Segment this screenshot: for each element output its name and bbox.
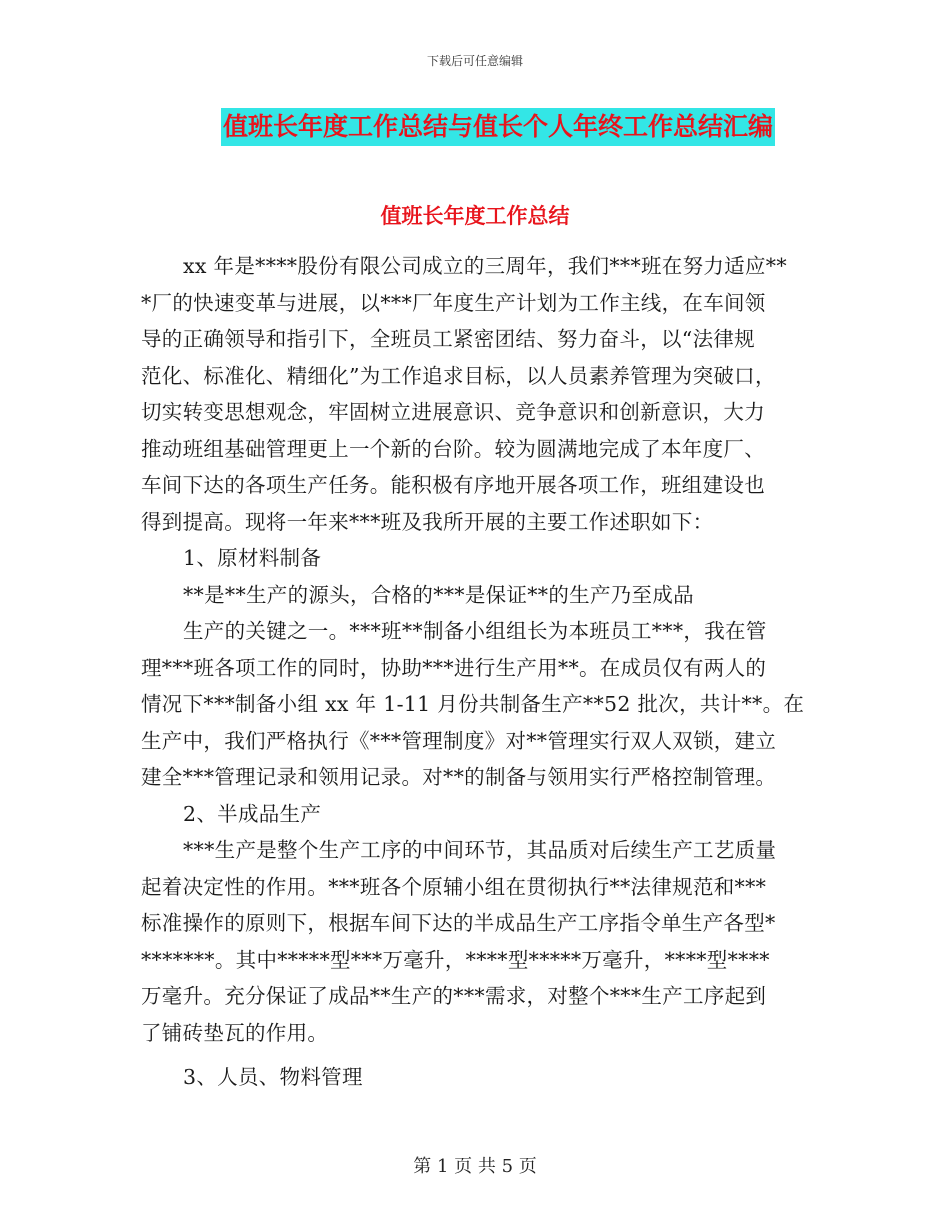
body-line: 建全***管理记录和领用记录。对**的制备与领用实行严格控制管理。 (141, 765, 777, 789)
page-header-note: 下载后可任意编辑 (426, 54, 523, 68)
body-line: 推动班组基础管理更上一个新的台阶。较为圆满地完成了本年度厂、 (141, 436, 765, 461)
section-title: 值班长年度工作总结 (380, 204, 570, 228)
body-line: 情况下***制备小组 xx 年 1-11 月份共制备生产**52 批次，共计**。在 (141, 692, 805, 716)
body-line: ***生产是整个生产工序的中间环节，其品质对后续生产工艺质量 (183, 838, 777, 862)
body-line: 生产中，我们严格执行《***管理制度》对**管理实行双人双锁，建立 (141, 728, 777, 753)
main-title-text: 值班长年度工作总结与值长个人年终工作总结汇编 (221, 108, 775, 146)
body-line: 了铺砖垫瓦的作用。 (141, 1020, 329, 1045)
body-line: 理***班各项工作的同时，协助***进行生产用**。在成员仅有两人的 (141, 655, 767, 680)
document-body (141, 248, 813, 1096)
body-line: 起着决定性的作用。***班各个原辅小组在贯彻执行**法律规范和*** (141, 874, 767, 899)
body-line: 标准操作的原则下，根据车间下达的半成品生产工序指令单生产各型* (141, 911, 776, 935)
document-main-title (0, 108, 950, 146)
body-line: 得到提高。现将一年来***班及我所开展的主要工作述职如下： (141, 509, 714, 534)
body-line: 导的正确领导和指引下，全班员工紧密团结、努力奋斗，以“法律规 (141, 327, 755, 351)
subsection-heading: 3、人员、物料管理 (183, 1065, 363, 1089)
subsection-heading: 1、原材料制备 (183, 546, 322, 570)
body-line: *******。其中*****型***万毫升，****型*****万毫升，****型**** (141, 947, 770, 972)
subsection-heading: 2、半成品生产 (183, 801, 322, 826)
body-line: 生产的关键之一。***班**制备小组组长为本班员工***，我在管 (183, 619, 767, 643)
body-line: *厂的快速变革与进展，以***厂年度生产计划为工作主线，在车间领 (141, 290, 766, 315)
body-line: 切实转变思想观念，牢固树立进展意识、竞争意识和创新意识，大力 (141, 400, 765, 424)
page-number: 第 1 页 共 5 页 (413, 1156, 537, 1177)
body-line: xx 年是****股份有限公司成立的三周年，我们***班在努力适应** (183, 254, 787, 278)
body-line: 范化、标准化、精细化”为工作追求目标，以人员素养管理为突破口， (141, 363, 776, 388)
body-line: **是**生产的源头，合格的***是保证**的生产乃至成品 (183, 582, 694, 607)
body-line: 车间下达的各项生产任务。能积极有序地开展各项工作，班组建设也 (141, 473, 765, 497)
body-line: 万毫升。充分保证了成品**生产的***需求，对整个***生产工序起到 (141, 984, 767, 1008)
